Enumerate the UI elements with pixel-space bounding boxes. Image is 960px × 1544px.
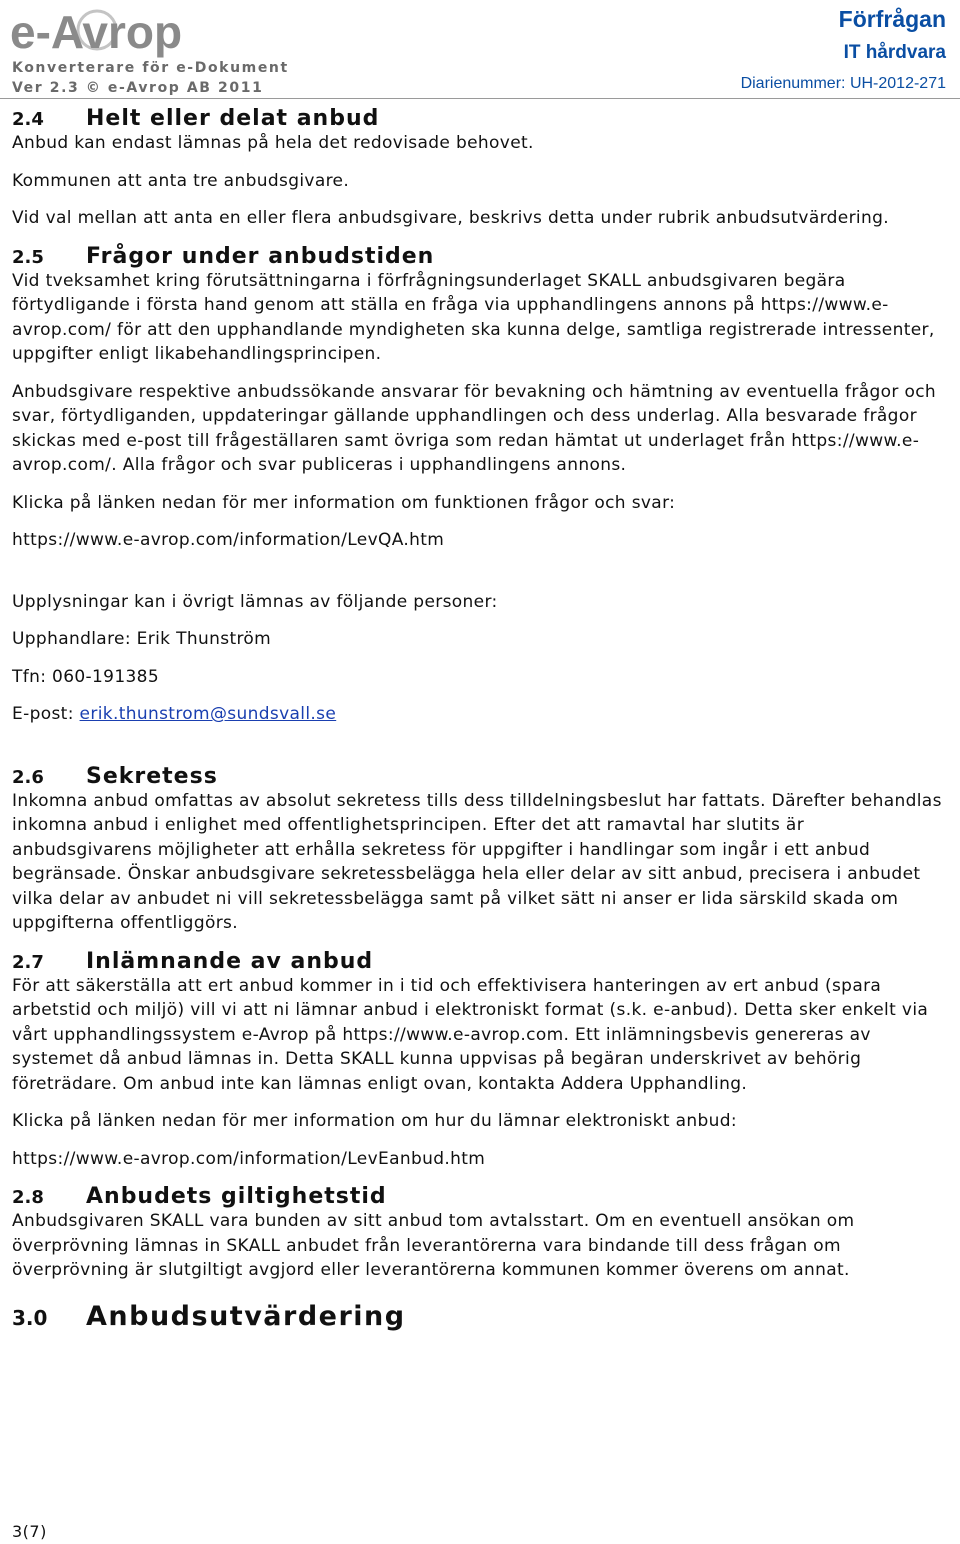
section-number: 2.7 bbox=[12, 951, 44, 973]
section-title: Helt eller delat anbud bbox=[86, 106, 380, 131]
section-title: Anbudsutvärdering bbox=[86, 1300, 406, 1332]
link-text[interactable]: https://www.e-avrop.com/information/LevEanbud.htm bbox=[12, 1148, 486, 1169]
e-avrop-logo bbox=[10, 4, 200, 64]
paragraph: Upplysningar kan i övrigt lämnas av följande personer: bbox=[12, 591, 498, 612]
contact-email bbox=[12, 702, 948, 727]
paragraph: Inkomna anbud omfattas av absolut sekretess tills dess tilldelningsbeslut har fattats. Därefter behandlas inkomna anbud i enlighet med offentlighetsprincipen. Efter det att ramavtal har slutits är anbudsgivarens möjligheter att erhålla sekretess för uppgifter i handlingar som ingår i ett anbud begränsade. Önskar anbudsgivare sekretessbelägga hela eller delar av sitt anbud, precisera i anbudet vilka delar av anbudet ni vill sekretessbelägga samt på vilket sätt ni anser er lida särskild skada om uppgifterna offentliggörs. bbox=[12, 790, 942, 933]
page-number: 3(7) bbox=[12, 1522, 47, 1541]
version-label: Ver 2.3 © e-Avrop AB 2011 bbox=[12, 80, 264, 96]
paragraph: Anbudsgivare respektive anbudssökande ansvarar för bevakning och hämtning av eventuella frågor och svar, förtydliganden, uppdateringar gällande upphandlingen och dess underlag. Alla besvarade frågor skickas med e-post till frågeställaren samt övriga som redan hämtat ut underlaget från https://www.e-avrop.com/. Alla frågor och svar publiceras i upphandlingens annons. bbox=[12, 381, 937, 475]
paragraph: Anbudsgivaren SKALL vara bunden av sitt anbud tom avtalsstart. Om en eventuell ansökan om överprövning lämnas in SKALL anbudet från leverantörerna vara bindande till dess frågan om överprövning är slutgiltigt avgjord eller leverantörerna kommunen kommer överens om annat. bbox=[12, 1211, 855, 1280]
section-title: Frågor under anbudstiden bbox=[86, 243, 435, 269]
paragraph: Anbud kan endast lämnas på hela det redovisade behovet. bbox=[12, 133, 534, 153]
section-title: Sekretess bbox=[86, 763, 218, 789]
paragraph: Klicka på länken nedan för mer information om funktionen frågor och svar: bbox=[12, 492, 676, 513]
paragraph: Vid val mellan att anta en eller flera anbudsgivare, beskrivs detta under rubrik anbudsutvärdering. bbox=[12, 208, 890, 228]
section-heading bbox=[12, 949, 948, 974]
section-number: 2.8 bbox=[12, 1187, 44, 1208]
contact-name: Upphandlare: Erik Thunström bbox=[12, 629, 272, 649]
section-heading bbox=[12, 244, 948, 269]
paragraph: Vid tveksamhet kring förutsättningarna i förfrågningsunderlaget SKALL anbudsgivaren begära förtydligande i första hand genom att ställa en fråga via upphandlingens annons på https://www.e-avrop.com/ för att den upphandlande myndigheten ska kunna delge, samtliga registrerade intressenter, uppgifter enligt likabehandlingsprincipen. bbox=[12, 270, 935, 364]
document-subject: IT hårdvara bbox=[843, 42, 946, 63]
page-header bbox=[0, 0, 960, 98]
header-divider bbox=[0, 98, 960, 99]
contact-phone: Tfn: 060-191385 bbox=[12, 666, 160, 687]
email-label: E-post: bbox=[12, 704, 74, 724]
section-title: Anbudets giltighetstid bbox=[86, 1184, 387, 1209]
section-number: 2.4 bbox=[12, 109, 44, 130]
link-text[interactable]: https://www.e-avrop.com/information/LevQA.htm bbox=[12, 530, 445, 550]
paragraph: Kommunen att anta tre anbudsgivare. bbox=[12, 170, 350, 191]
diarienummer bbox=[741, 75, 946, 93]
section-heading bbox=[12, 764, 948, 789]
section-number: 3.0 bbox=[12, 1305, 48, 1330]
section-number: 2.6 bbox=[12, 766, 44, 788]
section-title: Inlämnande av anbud bbox=[86, 948, 374, 974]
chapter-heading bbox=[12, 1301, 948, 1332]
email-link[interactable]: erik.thunstrom@sundsvall.se bbox=[79, 704, 337, 724]
diarienummer-label: Diarienummer: bbox=[740, 75, 846, 92]
logo-graphic bbox=[10, 4, 200, 60]
section-heading bbox=[12, 106, 948, 131]
paragraph: För att säkerställa att ert anbud kommer in i tid och effektivisera hanteringen av ert anbud (spara arbetstid och miljö) vill vi att ni lämnar anbud i elektroniskt format (s.k. e-anbud). Detta sker enkelt via vårt upphandlingssystem e-Avrop på https://www.e-avrop.com. Ett inlämningsbevis genereras av systemet då anbud lämnas in. Detta SKALL kunna uppvisas på begäran underskrivet av behörig företrädare. Om anbud inte kan lämnas enligt ovan, kontakta Addera Upphandling. bbox=[12, 975, 929, 1094]
document-body bbox=[12, 106, 948, 1332]
section-number: 2.5 bbox=[12, 246, 44, 268]
paragraph: Klicka på länken nedan för mer information om hur du lämnar elektroniskt anbud: bbox=[12, 1111, 737, 1131]
converter-label: Konverterare för e-Dokument bbox=[12, 60, 289, 76]
document-type: Förfrågan bbox=[838, 6, 946, 32]
diarienummer-value: UH-2012-271 bbox=[849, 75, 946, 92]
svg-text:e-Avrop: e-Avrop bbox=[10, 6, 183, 58]
section-heading bbox=[12, 1184, 948, 1209]
